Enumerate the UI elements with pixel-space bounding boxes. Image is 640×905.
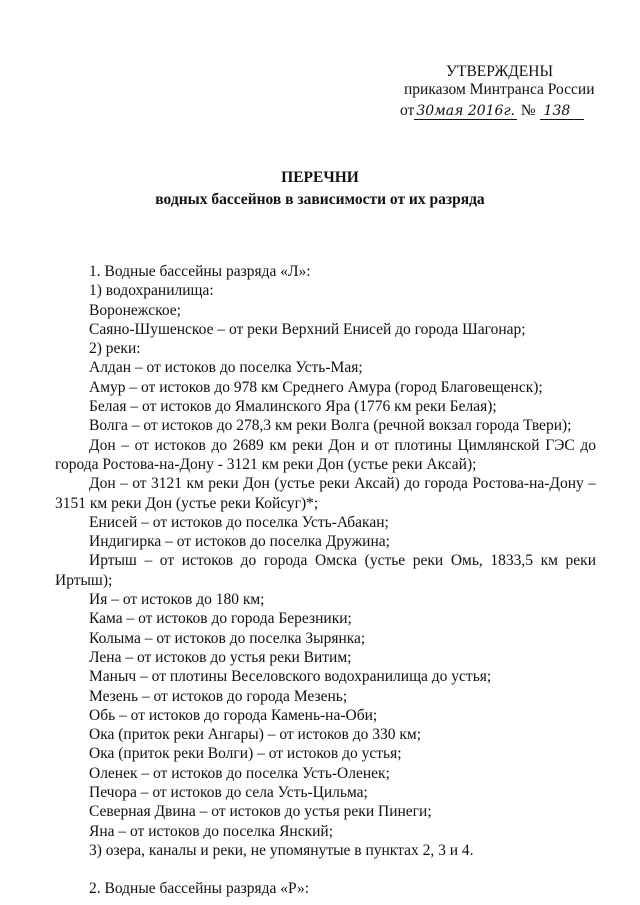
list-item: Волга – от истоков до 278,3 км реки Волга (речной вокзал города Твери); — [89, 417, 572, 435]
document-title — [0, 168, 640, 210]
list-item: Яна – от истоков до поселка Янский; — [89, 822, 334, 840]
list-item: Мезень – от истоков до города Мезень; — [89, 687, 348, 705]
approved-heading: УТВЕРЖДЕНЫ — [446, 63, 553, 80]
list-item: Ока (приток реки Волги) – от истоков до устья; — [89, 745, 402, 763]
document-body — [55, 262, 596, 899]
list-item: 2) реки: — [89, 340, 141, 358]
list-item: 3) озера, каналы и реки, не упомянутые в пунктах 2, 3 и 4. — [89, 841, 474, 859]
date-prefix: от — [400, 102, 415, 119]
paragraph-gap — [72, 860, 596, 879]
list-item: Северная Двина – от истоков до устья реки Пинеги; — [89, 803, 432, 821]
list-item: Оленек – от истоков до поселка Усть-Оленек; — [89, 764, 390, 782]
list-item: Алдан – от истоков до поселка Усть-Мая; — [89, 359, 363, 377]
number-sign: № — [520, 102, 536, 119]
list-item: Колыма – от истоков до поселка Зырянка; — [89, 629, 366, 647]
approval-order: приказом Минтранса России — [404, 81, 595, 98]
list-item: Обь – от истоков до города Камень-на-Оби; — [89, 706, 378, 724]
section-heading: 1. Водные бассейны разряда «Л»: — [89, 263, 311, 280]
list-item-continuation: 3151 км реки Дон (устье реки Койсуг)*; — [55, 494, 319, 512]
title-main: ПЕРЕЧНИ — [281, 169, 359, 186]
list-item: Лена – от истоков до устья реки Витим; — [89, 648, 352, 666]
list-item: Индигирка – от истоков до поселка Дружина; — [89, 533, 390, 551]
list-item: Дон – от 3121 км реки Дон (устье реки Аксай) до города Ростова-на-Дону – — [89, 475, 596, 493]
list-item-continuation: Иртыш); — [55, 571, 113, 589]
list-item: Печора – от истоков до села Усть-Цильма; — [89, 784, 368, 802]
list-item: Ия – от истоков до 180 км; — [89, 591, 265, 609]
handwritten-number: 138 — [540, 103, 585, 120]
approval-date-line — [400, 101, 584, 121]
list-item: Воронежское; — [89, 301, 181, 319]
title-subtitle: водных бассейнов в зависимости от их разряда — [155, 191, 485, 208]
list-item: Кама – от истоков до города Березники; — [89, 610, 352, 628]
handwritten-date: 30мая 2016г. — [416, 103, 515, 119]
section-heading: 2. Водные бассейны разряда «Р»: — [89, 880, 310, 898]
list-item: Амур – от истоков до 978 км Среднего Амура (город Благовещенск); — [89, 378, 543, 396]
list-item: Белая – от истоков до Ямалинского Яра (1776 км реки Белая); — [89, 398, 497, 416]
list-item: Маныч – от плотины Веселовского водохранилища до устья; — [89, 668, 492, 686]
list-item: Ока (приток реки Ангары) – от истоков до 330 км; — [89, 726, 422, 744]
list-item: Иртыш – от истоков до города Омска (устье реки Омь, 1833,5 км реки — [89, 552, 596, 570]
list-item: Саяно-Шушенское – от реки Верхний Енисей до города Шагонар; — [89, 320, 526, 338]
list-item-continuation: города Ростова-на-Дону - 3121 км реки Дон (устье реки Аксай); — [55, 455, 477, 473]
list-item: Енисей – от истоков до поселка Усть-Абакан; — [89, 513, 389, 531]
list-item: 1) водохранилища: — [89, 282, 214, 300]
list-item: Дон – от истоков до 2689 км реки Дон и от плотины Цимлянской ГЭС до — [89, 436, 596, 454]
